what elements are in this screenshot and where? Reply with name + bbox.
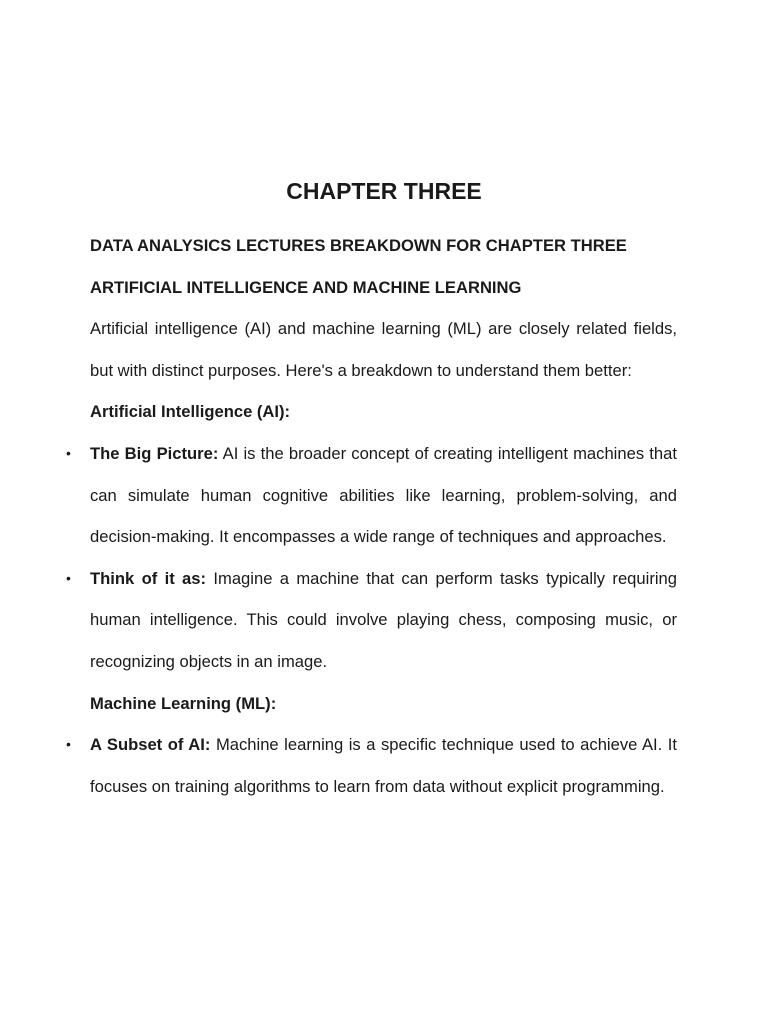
bullet-lead-text: The Big Picture: [90, 443, 219, 463]
section-heading: Machine Learning (ML): [90, 693, 277, 713]
bullet-item [66, 433, 677, 558]
section-heading: DATA ANALYSICS LECTURES BREAKDOWN FOR CHAPTER THREE [90, 236, 627, 255]
bullet-body-text: Imagine a machine that can perform tasks typically requiring human intelligence. This could involve playing chess, composing music, or recognizing objects in an image. [90, 568, 677, 671]
chapter-title: CHAPTER THREE [286, 178, 482, 204]
bullet-body-text: Machine learning is a specific technique used to achieve AI. It focuses on training algorithms to learn from data without explicit programming. [90, 735, 677, 796]
section-heading: Artificial Intelligence (AI): [90, 402, 291, 422]
bullet-icon: • [66, 736, 71, 753]
section-heading: ARTIFICIAL INTELLIGENCE AND MACHINE LEARNING [90, 277, 522, 297]
bullet-icon: • [66, 569, 71, 586]
document-body [66, 225, 677, 807]
bullet-icon: • [66, 444, 71, 461]
bullet-lead-text: A Subset of AI: [90, 735, 211, 755]
bullet-item [66, 724, 677, 807]
bullet-body-text: AI is the broader concept of creating intelligent machines that can simulate human cognitive abilities like learning, problem-solving, and decision-making. It encompasses a wide range of techniques and approaches. [90, 443, 677, 547]
body-paragraph: Artificial intelligence (AI) and machine learning (ML) are closely related fields, but with distinct purposes. Here's a breakdown to understand them better: [90, 319, 677, 380]
bullet-item [66, 558, 677, 683]
bullet-lead-text: Think of it as: [90, 568, 207, 588]
